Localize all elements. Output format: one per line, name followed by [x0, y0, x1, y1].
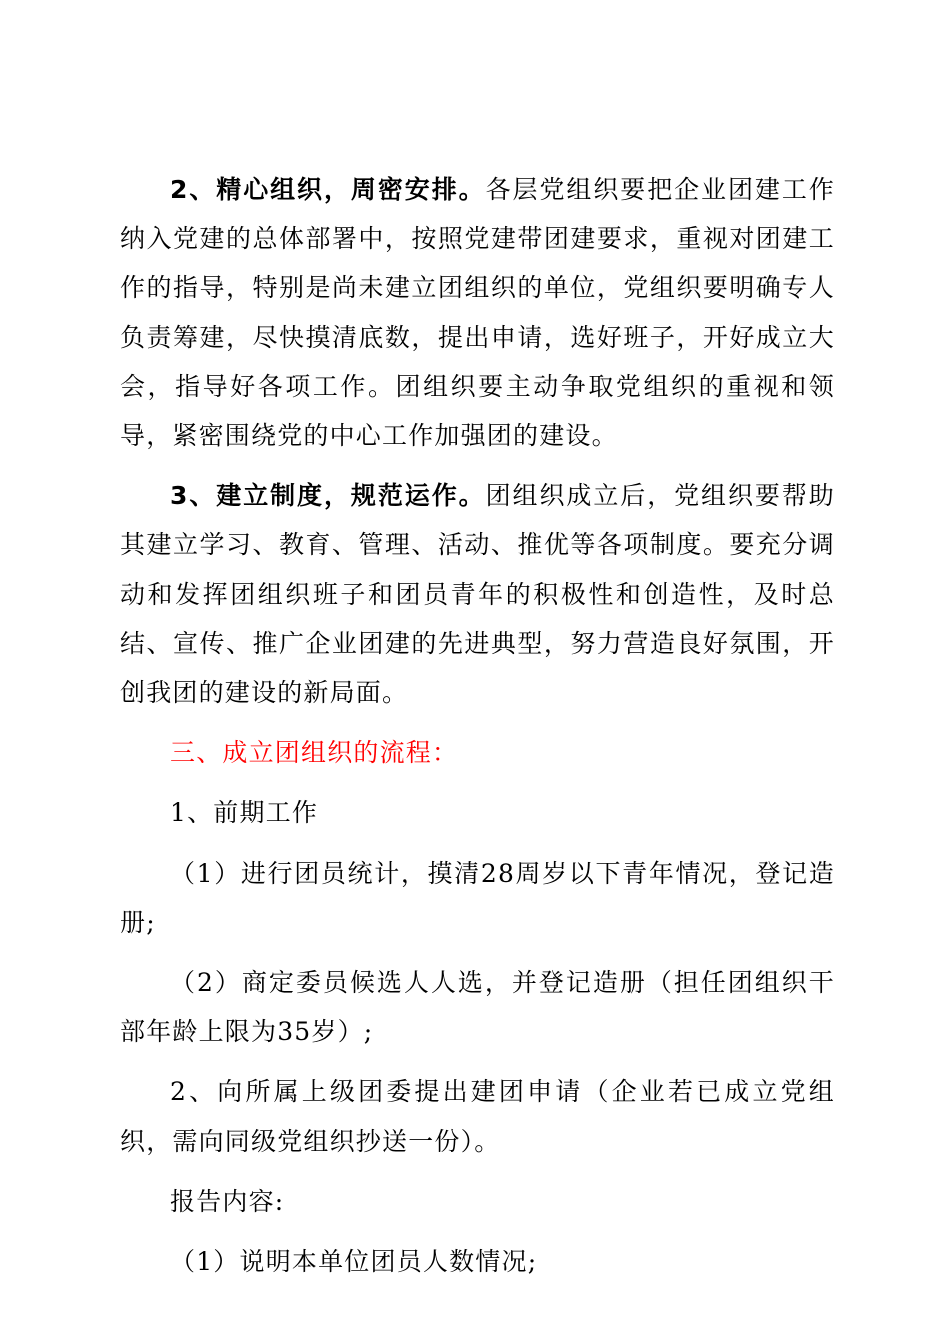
section-heading: 三、成立团组织的流程： [170, 738, 459, 768]
report-contents-label: 报告内容: [170, 1186, 285, 1216]
document-body [120, 165, 835, 1297]
paragraph-body-text: 各层党组织要把企业团建工作纳入党建的总体部署中，按照党建带团建要求，重视对团建工作的指导，特别是尚未建立团组织的单位，党组织要明确专人负责筹建，尽快摸清底数，提出申请，选好班子，开好成立大会，指导好各项工作。团组织要主动争取党组织的重视和领导，紧密围绕党的中心工作加强团的建设。 [120, 175, 835, 451]
list-subitem-member-statistics: （1）进行团员统计，摸清28周岁以下青年情况，登记造册; [120, 858, 835, 937]
paragraph-body-text: 团组织成立后，党组织要帮助其建立学习、教育、管理、活动、推优等各项制度。要充分调动和发挥团组织班子和团员青年的积极性和创造性，及时总结、宣传、推广企业团建的先进典型，努力营造良好氛围，开创我团的建设的新局面。 [120, 481, 835, 708]
paragraph-careful-organization [120, 165, 835, 460]
list-subitem-candidate-selection: （2）商定委员候选人人选，并登记造册（担任团组织干部年龄上限为35岁）; [120, 968, 835, 1047]
list-subitem-member-count: （1）说明本单位团员人数情况; [170, 1247, 538, 1277]
paragraph-lead-bold: 3、建立制度，规范运作。 [170, 481, 486, 511]
list-item-application: 2、向所属上级团委提出建团申请（企业若已成立党组织，需向同级党组织抄送一份）。 [120, 1077, 835, 1156]
list-item-preliminary-work: 1、前期工作 [170, 798, 319, 828]
paragraph-establish-system [120, 471, 835, 717]
paragraph-lead-bold: 2、精心组织，周密安排。 [170, 175, 486, 204]
